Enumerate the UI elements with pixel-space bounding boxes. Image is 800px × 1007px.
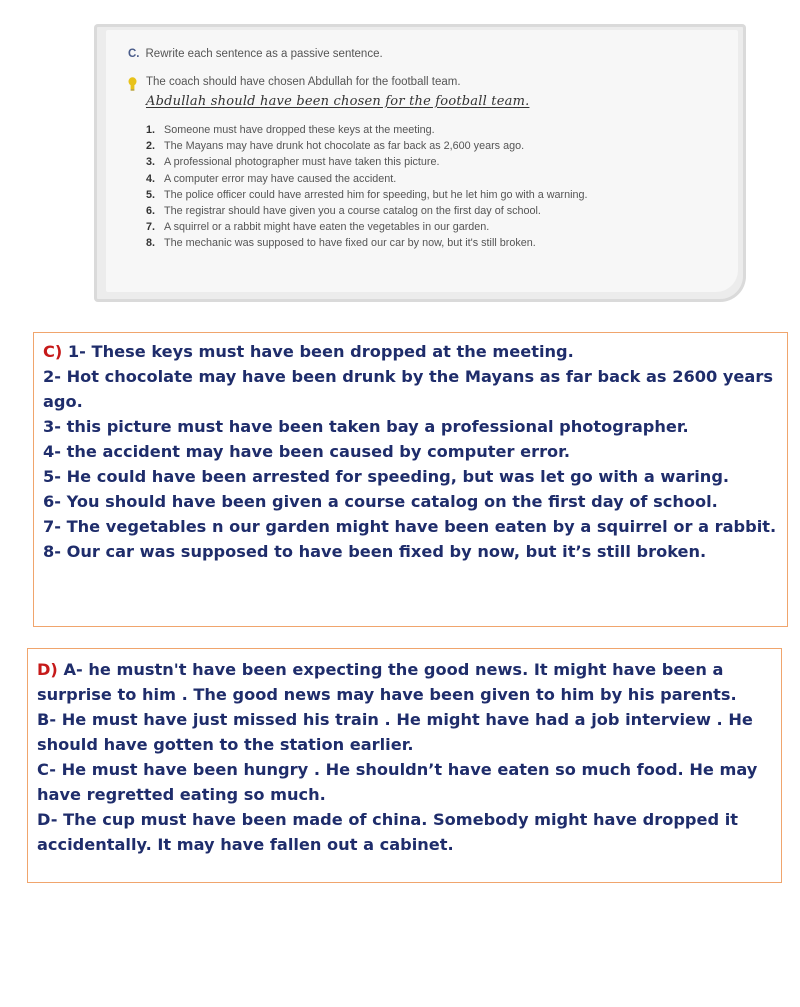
- item-number: 7.: [146, 221, 156, 234]
- item-number: 6.: [146, 204, 156, 217]
- list-item: [146, 154, 588, 170]
- item-text: The mechanic was supposed to have fixed our car by now, but it's still broken.: [164, 237, 536, 250]
- list-item: [146, 235, 588, 251]
- answer-line: 2- Hot chocolate may have been drunk by the Mayans as far back as 2600 years ago.: [43, 367, 773, 411]
- item-number: 1.: [146, 124, 156, 136]
- answer-line: 6- You should have been given a course catalog on the first day of school.: [43, 492, 718, 511]
- item-text: Someone must have dropped these keys at the meeting.: [164, 124, 435, 136]
- textbook-excerpt: [94, 24, 746, 302]
- answer-text: A- he mustn't have been expecting the good news. It might have been a surprise to him . The good news may have been given to him by his parents.: [37, 660, 737, 704]
- item-number: 4.: [146, 172, 156, 185]
- answer-line: 8- Our car was supposed to have been fixed by now, but it’s still broken.: [43, 542, 707, 561]
- model-question: The coach should have chosen Abdullah for the football team.: [146, 76, 461, 88]
- list-item: [146, 203, 588, 219]
- item-text: A squirrel or a rabbit might have eaten the vegetables in our garden.: [164, 221, 490, 234]
- exercise-heading: [128, 48, 383, 60]
- answer-box-d: [27, 648, 782, 883]
- answer-text: 1- These keys must have been dropped at the meeting.: [62, 342, 574, 361]
- item-text: A professional photographer must have taken this picture.: [164, 156, 440, 169]
- answer-line: 4- the accident may have been caused by computer error.: [43, 442, 570, 461]
- item-number: 8.: [146, 237, 156, 250]
- answer-line: [43, 339, 778, 364]
- item-number: 2.: [146, 140, 156, 153]
- list-item: [146, 138, 588, 154]
- item-text: The Mayans may have drunk hot chocolate as far back as 2,600 years ago.: [164, 140, 525, 153]
- lightbulb-icon: [128, 77, 137, 91]
- list-item: [146, 187, 588, 203]
- answer-line: 5- He could have been arrested for speeding, but was let go with a waring.: [43, 467, 730, 486]
- answer-label: D): [37, 660, 58, 679]
- model-answer: Abdullah should have been chosen for the football team.: [146, 94, 530, 109]
- list-item: [146, 122, 588, 138]
- answer-line: D- The cup must have been made of china. Somebody might have dropped it accidentally. It may have fallen out a cabinet.: [37, 810, 739, 854]
- answer-line: 7- The vegetables n our garden might have been eaten by a squirrel or a rabbit.: [43, 517, 777, 536]
- item-number: 3.: [146, 156, 156, 169]
- exercise-letter: C.: [128, 48, 140, 60]
- item-number: 5.: [146, 188, 156, 201]
- list-item: [146, 219, 588, 235]
- item-text: The police officer could have arrested him for speeding, but he let him go with a warning.: [164, 188, 588, 201]
- item-text: The registrar should have given you a course catalog on the first day of school.: [164, 204, 541, 217]
- answer-line: [37, 657, 772, 707]
- answer-label: C): [43, 342, 63, 361]
- answer-box-c: [33, 332, 788, 627]
- answer-line: B- He must have just missed his train . He might have had a job interview . He should have gotten to the station earlier.: [37, 710, 753, 754]
- answer-line: 3- this picture must have been taken bay a professional photographer.: [43, 417, 689, 436]
- answer-line: C- He must have been hungry . He shouldn’t have eaten so much food. He may have regretted eating so much.: [37, 760, 758, 804]
- item-text: A computer error may have caused the accident.: [164, 172, 397, 185]
- exercise-list: [146, 122, 588, 252]
- exercise-instruction: Rewrite each sentence as a passive sentence.: [145, 48, 383, 60]
- list-item: [146, 171, 588, 187]
